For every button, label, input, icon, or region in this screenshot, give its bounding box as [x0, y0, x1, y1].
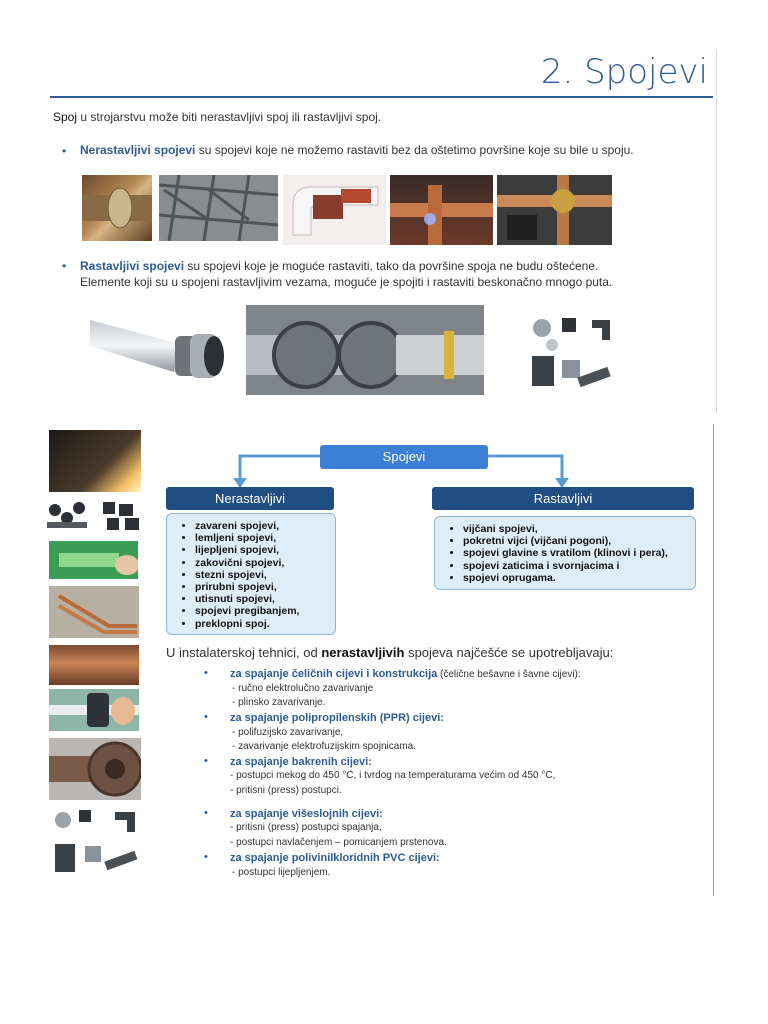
install-b1-title: za spajanje čeličnih cijevi i konstrukcija	[230, 668, 438, 680]
bullet-nerastavljivi-rest: su spojevi koje ne možemo rastaviti bez da oštetimo površine koje su bile u spoju.	[195, 143, 634, 157]
install-b5-title: za spajanje polivinilkloridnih PVC cijevi:	[230, 852, 440, 864]
install-b1-l2: - plinsko zavarivanje.	[232, 697, 326, 708]
bullet-rastavljivi-line2: Elemente koji su u spojeni rastavljivim vezama, moguće je spojiti i rastaviti beskonačno mnogo puta.	[80, 275, 613, 289]
install-b3	[230, 756, 372, 768]
list-item: • lijepljeni spojevi,	[195, 544, 335, 556]
list-item: • zavareni spojevi,	[195, 520, 335, 532]
bullet-symbol-6: •	[204, 807, 208, 819]
list-item: • pokretni vijci (vijčani pogoni),	[463, 535, 695, 547]
list-item: • zakovični spojevi,	[195, 557, 335, 569]
intro-bold: Spoj	[53, 110, 78, 124]
install-b3-l1: - postupci mekog do 450 °C, i tvrdog na temperaturama većim od 450 °C,	[230, 770, 556, 781]
install-heading-pre: U instalaterskoj tehnici, od	[166, 645, 322, 660]
list-item: • stezni spojevi,	[195, 569, 335, 581]
bullet-symbol-4: •	[204, 711, 208, 723]
list-item: • vijčani spojevi,	[463, 523, 695, 535]
intro-text	[53, 110, 381, 124]
bullet-rastavljivi	[80, 258, 640, 290]
bullet-symbol: •	[62, 144, 67, 158]
copper-fittings-photo	[497, 175, 612, 245]
diagram-root: Spojevi	[320, 445, 488, 469]
list-item: • spojevi oprugama.	[463, 572, 695, 584]
copper-joint-photo	[49, 645, 139, 685]
flange-pipe-photo	[49, 738, 141, 800]
diagram-right-list	[434, 516, 696, 590]
steel-pipes-photo	[47, 498, 143, 534]
install-b4-l1: - pritisni (press) postupci spajanja,	[230, 822, 382, 833]
multilayer-press-photo	[49, 689, 139, 731]
copper-wall-pipes-photo	[49, 586, 139, 638]
install-heading	[166, 645, 613, 660]
diagram-left-list	[166, 513, 336, 635]
install-b3-title: za spajanje bakrenih cijevi:	[230, 756, 372, 768]
install-b5	[230, 852, 440, 864]
bullet-symbol-5: •	[204, 755, 208, 767]
list-item: • lemljeni spojevi,	[195, 532, 335, 544]
list-item: • preklopni spoj.	[195, 618, 335, 630]
bullet-rastavljivi-rest: su spojevi koje je moguće rastaviti, tako da površine spoja ne budu oštećene.	[184, 259, 599, 273]
page-title: 2. Spojevi	[540, 52, 708, 92]
intro-rest: u strojarstvu može biti nerastavljivi spoj ili rastavljivi spoj.	[77, 110, 382, 124]
slide-edge	[716, 50, 717, 412]
install-b1	[230, 668, 581, 680]
install-b4-l2: - postupci navlačenjem – pomicanjem prstenova.	[230, 837, 447, 848]
bullet-symbol-7: •	[204, 851, 208, 863]
install-b2-title: za spajanje polipropilenskih (PPR) cijevi:	[230, 712, 444, 724]
install-b2-l2: - zavarivanje elektrofuzijskim spojnicama.	[232, 741, 416, 752]
install-b5-l1: - postupci lijepljenjem.	[232, 867, 331, 878]
list-item: • prirubni spojevi,	[195, 581, 335, 593]
list-item: • spojevi glavine s vratilom (klinovi i pera),	[463, 547, 695, 559]
install-b1-l1: - ručno elektrolučno zavarivanje	[232, 683, 374, 694]
list-item: • spojevi pregibanjem,	[195, 605, 335, 617]
welded-pipe-photo	[82, 175, 152, 241]
ppr-pipe-photo	[49, 541, 138, 579]
diagram-right-head: Rastavljivi	[432, 487, 694, 510]
steel-structure-photo	[159, 175, 278, 241]
install-heading-post: spojeva najčešće se upotrebljavaju:	[404, 645, 614, 660]
bullet-rastavljivi-bold: Rastavljivi spojevi	[80, 259, 185, 273]
list-item: • utisnuti spojevi,	[195, 593, 335, 605]
install-b2	[230, 712, 444, 724]
bullet-nerastavljivi-bold: Nerastavljivi spojevi	[80, 143, 196, 157]
fittings-photo-2	[49, 806, 141, 878]
install-b2-l1: - polifuzijsko zavarivanje,	[232, 727, 344, 738]
install-b1-note: (čelične bešavne i šavne cijevi):	[437, 669, 581, 680]
install-b3-l2: - pritisni (press) postupci.	[230, 785, 342, 796]
flanged-pipeline-photo	[246, 305, 484, 395]
pipe-fittings-photo	[522, 310, 614, 396]
install-b4	[230, 808, 383, 820]
slide-edge-2	[713, 424, 714, 896]
bullet-symbol-3: •	[204, 667, 208, 679]
bullet-nerastavljivi	[80, 143, 634, 157]
diagram-left-head: Nerastavljivi	[166, 487, 334, 510]
install-b4-title: za spajanje višeslojnih cijevi:	[230, 808, 383, 820]
brazing-copper-photo	[390, 175, 493, 245]
plastic-elbow-photo	[283, 175, 386, 245]
list-item: • spojevi zaticima i svornjacima i	[463, 560, 695, 572]
threaded-pipe-photo	[90, 306, 230, 382]
install-heading-bold: nerastavljivih	[321, 645, 405, 660]
bullet-symbol-2: •	[62, 259, 67, 273]
welder-photo	[49, 430, 141, 492]
title-divider	[50, 96, 713, 98]
